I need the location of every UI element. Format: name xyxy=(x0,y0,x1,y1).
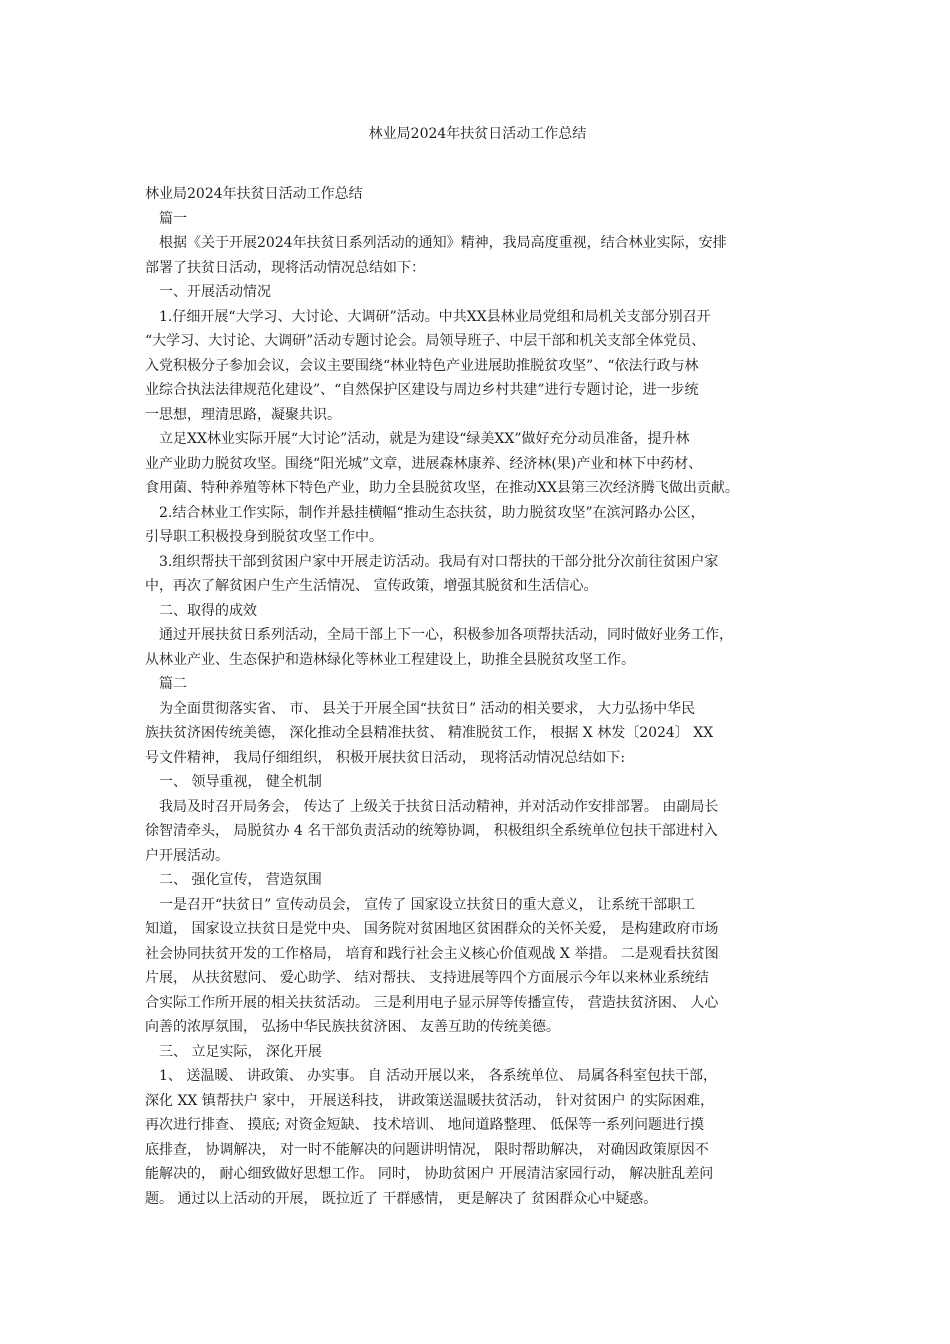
text-line: 一思想，理清思路，凝聚共识。 xyxy=(145,406,341,423)
text-line: 深化 XX 镇帮扶户 家中， 开展送科技， 讲政策送温暖扶贫活动， 针对贫困户 的实际困难， xyxy=(145,1092,715,1109)
text-line: 入党积极分子参加会议，会议主要围绕“林业特色产业进展助推脱贫攻坚”、“依法行政与林 xyxy=(145,357,699,374)
text-line: 题。 通过以上活动的开展， 既拉近了 干群感情， 更是解决了 贫困群众心中疑惑。 xyxy=(145,1190,658,1207)
text-line: 一、开展活动情况 xyxy=(159,284,271,300)
text-line: 一是召开“扶贫日” 宣传动员会， 宣传了 国家设立扶贫日的重大意义， 让系统干部职工 xyxy=(159,896,696,913)
text-line: “大学习、大讨论、大调研”活动专题讨论会。局领导班子、中层干部和机关支部全体党员、 xyxy=(145,333,706,349)
text-line: 根据《关于开展2024年扶贫日系列活动的通知》精神，我局高度重视，结合林业实际，安排 xyxy=(159,235,727,251)
text-line: 向善的浓厚氛围， 弘扬中华民族扶贫济困、 友善互助的传统美德。 xyxy=(145,1019,560,1035)
text-line: 1.仔细开展“大学习、大讨论、大调研”活动。中共XX县林业局党组和局机关支部分别召开 xyxy=(159,308,711,325)
text-line: 号文件精神， 我局仔细组织， 积极开展扶贫日活动， 现将活动情况总结如下: xyxy=(145,749,626,766)
text-line: 林业局2024年扶贫日活动工作总结 xyxy=(145,186,363,202)
text-line: 食用菌、特种养殖等林下特色产业，助力全县脱贫攻坚，在推动XX县第三次经济腾飞做出贡献。 xyxy=(145,480,739,496)
text-line: 族扶贫济困传统美德， 深化推动全县精准扶贫、 精准脱贫工作， 根据 X 林发〔2024〕 XX xyxy=(145,725,714,741)
text-line: 篇一 xyxy=(159,210,187,227)
text-line: 合实际工作所开展的相关扶贫活动。 三是利用电子显示屏等传播宣传， 营造扶贫济困、 人心 xyxy=(145,994,719,1011)
text-line: 为全面贯彻落实省、 市、 县关于开展全国“扶贫日” 活动的相关要求， 大力弘扬中华民 xyxy=(159,700,696,717)
text-line: 通过开展扶贫日系列活动，全局干部上下一心，积极参加各项帮扶活动，同时做好业务工作， xyxy=(159,627,733,643)
document-body xyxy=(145,182,810,1211)
document-page xyxy=(145,122,810,1211)
text-line: 片展， 从扶贫慰问、 爱心助学、 结对帮扶、 支持进展等四个方面展示今年以来林业系统结 xyxy=(145,970,709,986)
text-line: 中，再次了解贫困户生产生活情况、 宣传政策，增强其脱贫和生活信心。 xyxy=(145,578,598,594)
text-line: 二、取得的成效 xyxy=(159,602,257,619)
text-line: 知道， 国家设立扶贫日是党中央、 国务院对贫困地区贫困群众的关怀关爱， 是构建政府市场 xyxy=(145,921,719,937)
text-line: 3.组织帮扶干部到贫困户家中开展走访活动。我局有对口帮扶的干部分批分次前往贫困户家 xyxy=(159,553,719,570)
text-line: 能解决的， 耐心细致做好思想工作。 同时， 协助贫困户 开展清洁家园行动， 解决脏乱差问 xyxy=(145,1166,714,1182)
text-line: 三、 立足实际， 深化开展 xyxy=(159,1043,322,1060)
text-line: 户开展活动。 xyxy=(145,847,229,864)
text-line: 再次进行排查、 摸底; 对资金短缺、 技术培训、 地间道路整理、 低保等一系列问题进行摸 xyxy=(145,1117,704,1133)
text-line: 一、 领导重视， 健全机制 xyxy=(159,774,322,790)
text-line: 业产业助力脱贫攻坚。围绕“阳光城”文章，进展森林康养、经济林(果)产业和林下中药材、 xyxy=(145,455,703,472)
text-line: 业综合执法法律规范化建设”、“自然保护区建设与周边乡村共建”进行专题讨论，进一步统 xyxy=(145,382,699,398)
text-line: 篇二 xyxy=(159,676,187,692)
text-line: 1、 送温暖、 讲政策、 办实事。 自 活动开展以来， 各系统单位、 局属各科室包扶干部， xyxy=(159,1068,718,1084)
text-line: 2.结合林业工作实际，制作并悬挂横幅“推动生态扶贫，助力脱贫攻坚”在滨河路办公区， xyxy=(159,504,705,521)
text-line: 底排查， 协调解决， 对一时不能解决的问题讲明情况， 限时帮助解决， 对确因政策原因不 xyxy=(145,1141,709,1158)
text-line: 我局及时召开局务会， 传达了 上级关于扶贫日活动精神，并对活动作安排部署。 由副局长 xyxy=(159,798,719,815)
text-line: 徐智清牵头， 局脱贫办 4 名干部负责活动的统筹协调， 积极组织全系统单位包扶干部进村入 xyxy=(145,823,718,839)
text-line: 二、 强化宣传， 营造氛围 xyxy=(159,872,322,888)
text-line: 引导职工积极投身到脱贫攻坚工作中。 xyxy=(145,529,383,545)
document-title: 林业局2024年扶贫日活动工作总结 xyxy=(368,126,587,142)
text-line: 社会协同扶贫开发的工作格局， 培育和践行社会主义核心价值观战 X 举措。 二是观看扶贫图 xyxy=(145,945,719,962)
text-line: 部署了扶贫日活动，现将活动情况总结如下： xyxy=(145,259,425,276)
text-line: 立足XX林业实际开展“大讨论”活动，就是为建设“绿美XX”做好充分动员准备，提升林 xyxy=(159,431,690,447)
text-line: 从林业产业、生态保护和造林绿化等林业工程建设上，助推全县脱贫攻坚工作。 xyxy=(145,651,635,668)
